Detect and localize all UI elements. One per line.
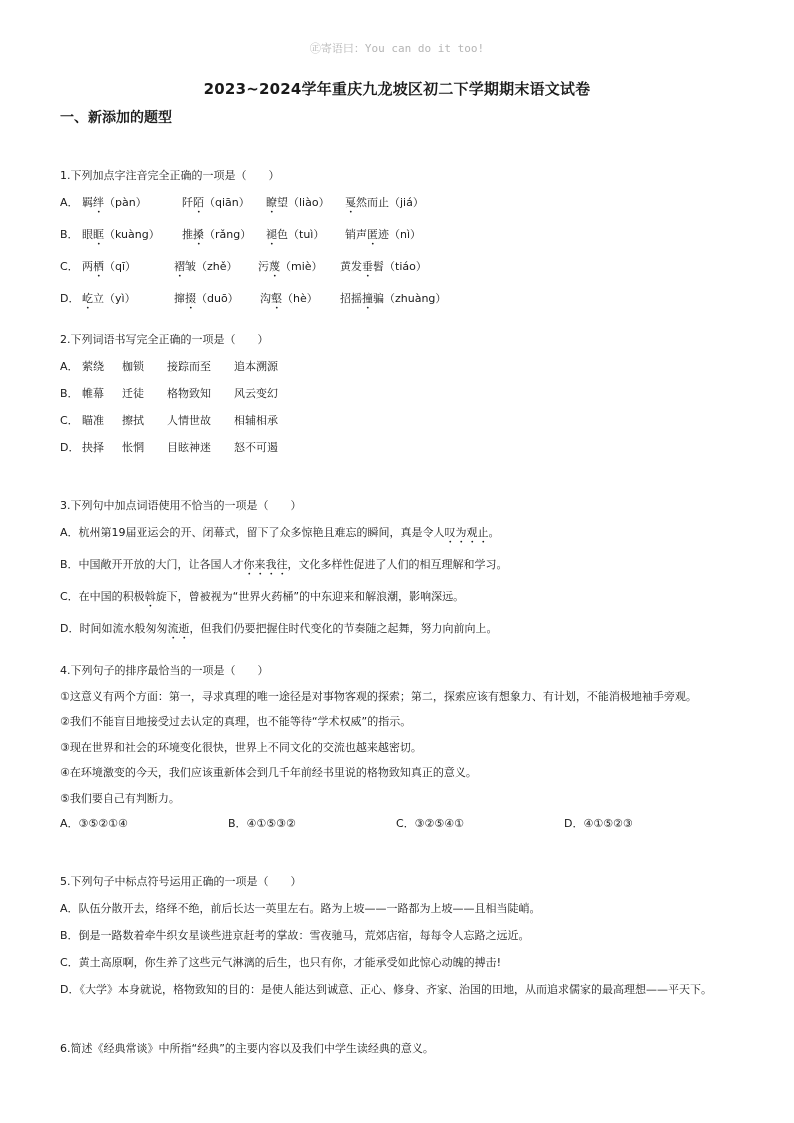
question-3-stem: 3.下列句中加点词语使用不恰当的一项是（ ） <box>60 499 302 512</box>
question-5-option-a: A．队伍分散开去，络绎不绝，前后长达一英里左右。路为上坡——一路都为上坡——且相当陡峭。 <box>60 902 541 915</box>
option-label: A． <box>60 360 79 373</box>
option-word: 风云变幻 <box>234 387 278 400</box>
option-word: 相辅相承 <box>234 414 278 427</box>
question-2-option-a <box>60 359 750 375</box>
question-4 <box>60 663 750 832</box>
option-word: 擦拭 <box>122 414 144 427</box>
question-5-option-b: B．倒是一路数着牵牛织女星谈些进京赶考的掌故：雪夜驰马，荒郊店宿，每每令人忘路之远近。 <box>60 929 530 942</box>
option-label: B． <box>60 387 79 400</box>
question-4-sentence-5: ⑤我们要自己有判断力。 <box>60 791 180 805</box>
question-2 <box>60 332 750 456</box>
option-b: B．④①⑤③② <box>228 817 296 830</box>
option-label: C． <box>60 414 79 427</box>
option-word: 萦绕 <box>82 360 104 373</box>
question-2-option-c <box>60 413 750 429</box>
option-word-1: 屹立（yì） <box>82 292 136 305</box>
option-c: C．③②⑤④① <box>396 817 464 830</box>
question-4-stem: 4.下列句子的排序最恰当的一项是（ ） <box>60 664 269 677</box>
question-4-sentence-2: ②我们不能盲目地接受过去认定的真理，也不能等待“学术权威”的指示。 <box>60 715 412 728</box>
page-title: 2023~2024学年重庆九龙坡区初二下学期期末语文试卷 <box>203 80 591 98</box>
option-word: 枷锁 <box>122 360 144 373</box>
question-3-option-b: B．中国敞开开放的大门，让各国人才你来我往，文化多样性促进了人们的相互理解和学习。 <box>60 558 508 571</box>
option-word-3: 瞭望（liào） <box>266 196 330 209</box>
question-1-option-a <box>60 195 750 216</box>
question-3-option-d: D．时间如流水般匆匆流逝，但我们仍要把握住时代变化的节奏随之起舞，努力向前向上。 <box>60 622 498 635</box>
option-d: D．④①⑤②③ <box>564 817 633 830</box>
option-word-4: 销声匿迹（nì） <box>345 228 422 241</box>
question-6 <box>60 1041 750 1057</box>
option-word-3: 污蔑（miè） <box>258 260 323 273</box>
option-word-1: 两栖（qī） <box>82 260 137 273</box>
question-4-options <box>60 816 750 832</box>
watermark: ㊣寄语曰：You can do it too! <box>309 42 485 55</box>
option-label: C． <box>60 260 79 273</box>
option-word: 追本溯源 <box>234 360 278 373</box>
question-1 <box>60 168 750 312</box>
question-4-sentence-1: ①这意义有两个方面：第一，寻求真理的唯一途径是对事物客观的探索；第二，探索应该有想象力、有计划，不能消极地袖手旁观。 <box>60 689 697 703</box>
option-word-4: 黄发垂髫（tiáo） <box>340 260 427 273</box>
question-2-stem: 2.下列词语书写完全正确的一项是（ ） <box>60 333 269 346</box>
option-a: A．③⑤②①④ <box>60 817 128 830</box>
option-word-1: 羁绊（pàn） <box>82 196 147 209</box>
option-word: 瞄准 <box>82 414 104 427</box>
option-word: 格物致知 <box>167 387 211 400</box>
option-label: A． <box>60 196 79 209</box>
option-label: D． <box>60 441 80 454</box>
option-label: B． <box>60 228 79 241</box>
section-heading: 一、新添加的题型 <box>60 110 172 126</box>
option-word: 怅惘 <box>122 441 144 454</box>
option-word: 抉择 <box>82 441 104 454</box>
option-word-1: 眼眶（kuàng） <box>82 228 160 241</box>
question-2-option-b <box>60 386 750 402</box>
option-word: 人情世故 <box>167 414 211 427</box>
question-4-sentence-3: ③现在世界和社会的环境变化很快，世界上不同文化的交流也越来越密切。 <box>60 740 422 754</box>
option-label: D． <box>60 292 80 305</box>
option-word: 迁徒 <box>122 387 144 400</box>
question-3-option-a: A．杭州第19届亚运会的开、闭幕式，留下了众多惊艳且难忘的瞬间，真是令人叹为观止。 <box>60 526 500 539</box>
question-5-stem: 5.下列句子中标点符号运用正确的一项是（ ） <box>60 875 302 888</box>
question-1-option-b <box>60 227 750 248</box>
question-3-option-c: C．在中国的积极斡旋下，曾被视为“世界火药桶”的中东迎来和解浪潮，影响深远。 <box>60 590 465 603</box>
option-word: 怒不可遏 <box>234 441 278 454</box>
question-1-option-d <box>60 291 750 312</box>
option-word-2: 撺掇（duō） <box>174 292 239 305</box>
question-5 <box>60 874 750 998</box>
question-3 <box>60 498 750 642</box>
option-word-3: 沟壑（hè） <box>260 292 318 305</box>
option-word: 帷幕 <box>82 387 104 400</box>
question-2-option-d <box>60 440 750 456</box>
option-word: 目眩神迷 <box>167 441 211 454</box>
question-1-stem: 1.下列加点字注音完全正确的一项是（ ） <box>60 169 280 182</box>
option-word-4: 招摇撞骗（zhuàng） <box>340 292 447 305</box>
question-4-sentence-4: ④在环境激变的今天，我们应该重新体会到几千年前经书里说的格物致知真正的意义。 <box>60 766 477 779</box>
question-6-stem: 6.简述《经典常谈》中所指“经典”的主要内容以及我们中学生读经典的意义。 <box>60 1042 434 1055</box>
option-word-4: 戛然而止（jiá） <box>345 196 424 209</box>
question-5-option-d: D．《大学》本身就说，格物致知的目的：是使人能达到诚意、正心、修身、齐家、治国的田地，从而追求儒家的最高理想——平天下。 <box>60 983 712 996</box>
option-word-2: 褶皱（zhě） <box>174 260 238 273</box>
option-word-3: 褪色（tuì） <box>266 228 325 241</box>
option-word-2: 推搡（rǎng） <box>182 228 252 241</box>
question-1-option-c <box>60 259 750 280</box>
option-word: 接踪而至 <box>167 360 211 373</box>
question-5-option-c: C．黄土高原啊，你生养了这些元气淋漓的后生，也只有你，才能承受如此惊心动魄的搏击! <box>60 956 502 969</box>
option-word-2: 阡陌（qiān） <box>182 196 250 209</box>
